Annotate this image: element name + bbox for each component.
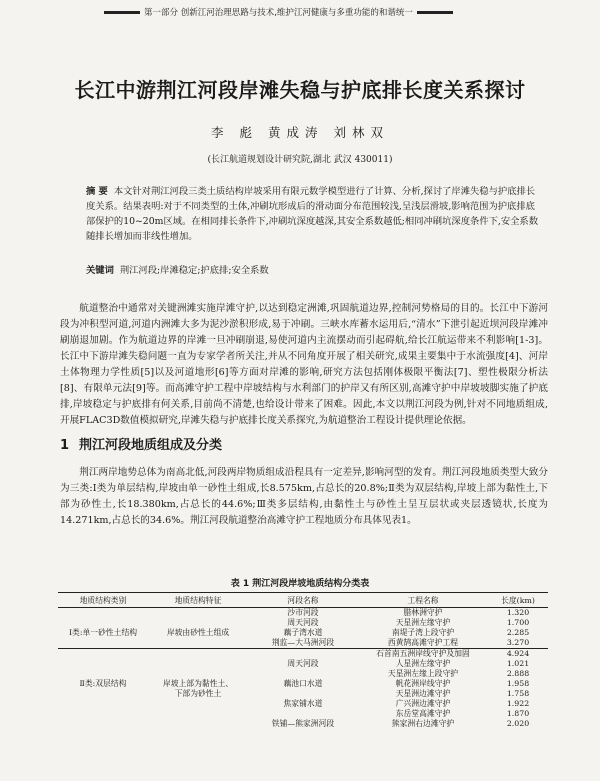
- table-cell-reach: [248, 649, 358, 660]
- table-cell-feature: [148, 618, 248, 628]
- table-header-cell: 河段名称: [248, 593, 358, 608]
- table-cell-project: 帆花洲岸线守护: [395, 679, 451, 688]
- table-row: [58, 689, 548, 699]
- table-cell-length: 2.888: [506, 669, 530, 678]
- table-title: 表 1 荆江河段岸坡地质结构分类表: [230, 579, 370, 589]
- table-cell-project: 东岳堂高滩守护: [395, 709, 451, 718]
- table-cell-length: 4.924: [506, 649, 530, 658]
- table-cell-reach: [248, 709, 358, 719]
- table-header-cell: 工程名称: [358, 593, 488, 608]
- table-cell-length: 1.870: [506, 709, 530, 718]
- table-cell-reach: 周天河段: [287, 618, 319, 627]
- table-cell-reach: [248, 689, 358, 699]
- table-cell-category: Ⅰ类:单一砂性土结构: [68, 628, 138, 637]
- table-cell-project: 人星洲左缘守护: [395, 659, 451, 668]
- table-cell-category: [58, 638, 148, 649]
- geology-table: [58, 592, 548, 729]
- table-cell-length: 1.021: [506, 659, 530, 668]
- table-cell-feature: [148, 608, 248, 619]
- table-cell-length: 1.958: [506, 679, 530, 688]
- section-number: 1: [60, 438, 70, 453]
- table-cell-category: Ⅱ类:双层结构: [79, 679, 127, 688]
- table-cell-project: 天星洲边滩守护: [395, 689, 451, 698]
- keywords-text: 荆江河段;岸滩稳定;护底排;安全系数: [119, 265, 269, 276]
- table-header-cell: 地质结构特征: [148, 593, 248, 608]
- section-title: 荆江河段地质组成及分类: [79, 438, 223, 453]
- table-cell-feature: [148, 659, 248, 669]
- table-cell-category: [58, 669, 148, 679]
- table-cell-project: 西黄鹄高滩守护工程: [358, 638, 488, 649]
- table-cell-category: [58, 649, 148, 660]
- table-cell-project: 南堤子湾上段守护: [391, 628, 455, 637]
- table-header-row: [58, 593, 548, 608]
- table-cell-project: 天星洲左缘守护: [395, 618, 451, 627]
- table-cell-category: [58, 608, 148, 619]
- table-cell-category: [58, 719, 148, 729]
- table-cell-length: 3.270: [488, 638, 548, 649]
- paper-title: 长江中游荆江河段岸滩失稳与护底排长度关系探讨: [74, 78, 526, 102]
- table-cell-reach: 荆监—大马洲河段: [248, 638, 358, 649]
- table-cell-feature: [148, 699, 248, 709]
- keywords-label: 关键词: [86, 265, 114, 276]
- table-cell-length: 1.320: [506, 608, 530, 617]
- table-cell-length: 2.020: [506, 719, 530, 728]
- table-cell-project: 腊林洲守护: [403, 608, 443, 617]
- table-row: [58, 669, 548, 679]
- table-row: [58, 719, 548, 729]
- table-cell-length: 1.922: [506, 699, 530, 708]
- table-cell-reach: 藕池口水道: [283, 679, 323, 688]
- table-cell-feature: 岸坡由砂性土组成: [166, 628, 230, 637]
- running-header: [100, 6, 480, 20]
- table-cell-length: 1.700: [506, 618, 530, 627]
- table-cell-reach: 焦家铺水道: [283, 699, 323, 708]
- table-row: [58, 649, 548, 660]
- table-cell-feature: [148, 669, 248, 679]
- table-cell-feature: [148, 709, 248, 719]
- table-cell-reach: [248, 669, 358, 679]
- header-rule-right: [417, 11, 453, 14]
- table-row: [58, 679, 548, 689]
- abstract-label: 摘 要: [86, 186, 108, 197]
- table-cell-reach: 周天河段: [287, 659, 319, 668]
- table-cell-category: [58, 709, 148, 719]
- abstract: [86, 184, 542, 244]
- table-row: [58, 709, 548, 719]
- table-cell-project: 广兴洲边滩守护: [395, 699, 451, 708]
- table-header-cell: 长度(km): [488, 593, 548, 608]
- table-row: [58, 699, 548, 709]
- table-cell-category: [58, 618, 148, 628]
- header-text: 第一部分 创新江河治理思路与技术,维护江河健康与多重功能的和谐统一: [144, 8, 413, 18]
- table-cell-feature: 下部为砂性土: [174, 689, 222, 698]
- table-cell-length: 2.285: [506, 628, 530, 637]
- table-cell-project: 石首南五洲岸线守护及加固: [376, 649, 470, 658]
- section-heading: [60, 434, 222, 453]
- section-paragraph: 荆江两岸地势总体为南高北低,河段两岸物质组成沿程具有一定差异,影响河型的发育。荆江河段地质类型大致分为三类:Ⅰ类为单层结构,岸坡由单一砂性土组成,长8.575km,占总长的20.8%;Ⅱ类为双层结构,岸坡上部为黏性土,下部为砂性土,长18.380km,占总长的44.6%;Ⅲ类多层结构,由黏性土与砂性土呈互层状或夹层透镜状,长度为14.271km,占总长的34.6%。荆江河段航道整治高滩守护工程地质分布具体见表1。: [60, 467, 548, 526]
- affiliation: (长江航道规划设计研究院,湖北 武汉 430011): [207, 155, 393, 165]
- abstract-text: 本文针对荆江河段三类土质结构岸坡采用有限元数学模型进行了计算、分析,探讨了岸滩失稳与护底排长度关系。结果表明:对于不同类型的土体,冲刷坑形成后的滑动面分布范围较浅,呈浅层滑坡,影响范围为护底排底部保护的10~20m区域。在相同排长条件下,冲刷坑深度越深,其安全系数越低;相同冲刷坑深度条件下,安全系数随排长增加而非线性增加。: [86, 186, 539, 242]
- table-cell-feature: [148, 719, 248, 729]
- table-header-cell: 地质结构类别: [58, 593, 148, 608]
- table-cell-feature: [148, 638, 248, 649]
- table-cell-reach: 沙市河段: [287, 608, 319, 617]
- intro-paragraph: 航道整治中通常对关键洲滩实施岸滩守护,以达到稳定洲滩,巩固航道边界,控制河势格局的目的。长江中下游河段为冲积型河道,河道内洲滩大多为泥沙淤积形成,易于冲刷。三峡水库蓄水运用后,“清水”下泄引起近坝河段岸滩冲刷崩退加剧。作为航道边界的岸滩一旦冲刷崩退,易使河道内主流摆动而引起碍航,给长江航运带来不利影响[1-3]。长江中下游岸滩失稳问题一直为专家学者所关注,并从不同角度开展了相关研究,成果主要集中于水流强度[4]、河岸土体物理力学性质[5]以及河道地形[6]等方面对岸滩的影响,研究方法包括刚体极限平衡法[7]、塑性极限分析法[8]、有限单元法[9]等。而高滩守护工程中岸坡结构与水利部门的护岸又有所区别,高滩守护中岸坡坡脚实施了护底排,岸坡稳定与护底排有何关系,目前尚不清楚,也给设计带来了困难。因此,本文以荆江河段为例,针对不同地质组成,开展FLAC3D数值模拟研究,岸滩失稳与护底排长度关系探究,为航道整治工程设计提供理论依据。: [60, 303, 548, 426]
- table-row: [58, 618, 548, 628]
- table-cell-reach: 藕子湾水道: [283, 628, 323, 637]
- table-cell-project: 天星洲左缘上段守护: [387, 669, 459, 678]
- table-cell-length: 1.758: [506, 689, 530, 698]
- table-cell-category: [58, 689, 148, 699]
- table-cell-feature: [148, 649, 248, 660]
- table-row: [58, 638, 548, 649]
- table-cell-reach: 铁铺—熊家洲河段: [271, 719, 335, 728]
- header-rule-left: [104, 11, 140, 14]
- table-cell-project: 熊家洲右边滩守护: [391, 719, 455, 728]
- authors: 李 彪 黄成涛 刘林双: [211, 125, 389, 140]
- table-cell-category: [58, 699, 148, 709]
- table-cell-category: [58, 659, 148, 669]
- keywords: [86, 262, 542, 276]
- table-row: [58, 659, 548, 669]
- table-row: [58, 628, 548, 638]
- table-row: [58, 608, 548, 619]
- table-cell-feature: 岸坡上部为黏性土、: [162, 679, 234, 688]
